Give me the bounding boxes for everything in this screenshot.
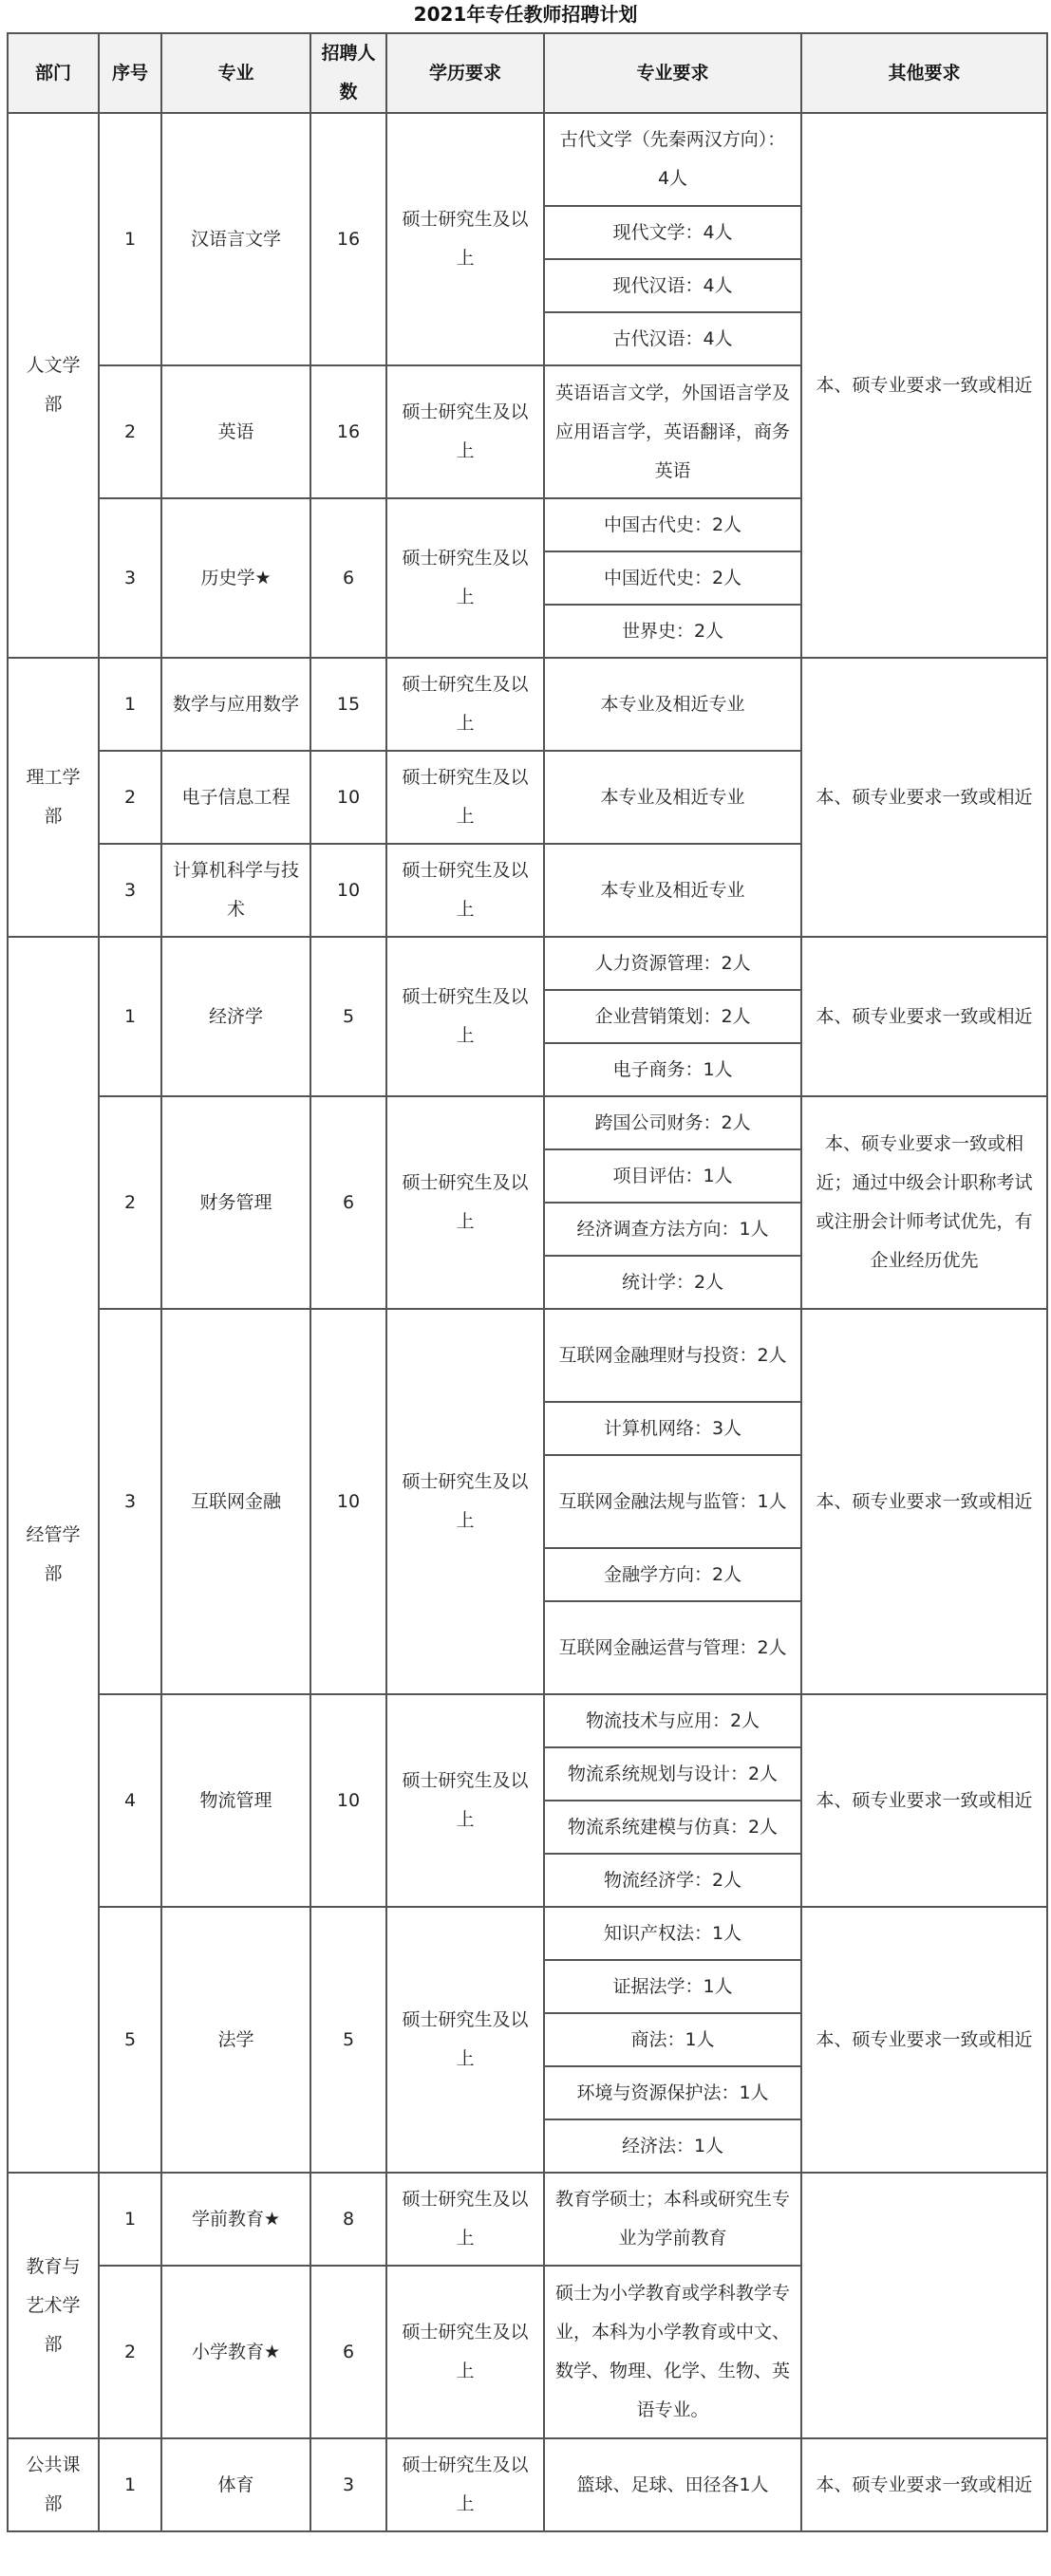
header-major-requirement: 专业要求 xyxy=(544,33,801,113)
major-requirement: 本专业及相近专业 xyxy=(544,844,801,937)
major-requirement: 经济调查方法方向：1人 xyxy=(544,1203,801,1256)
education-requirement: 硕士研究生及以上 xyxy=(386,2173,544,2266)
department-cell: 经管学部 xyxy=(8,937,99,2173)
major-name: 电子信息工程 xyxy=(161,751,310,844)
department-cell: 公共课部 xyxy=(8,2438,99,2531)
other-requirement: 本、硕专业要求一致或相近 xyxy=(801,113,1047,658)
major-name: 汉语言文学 xyxy=(161,113,310,365)
hire-count: 10 xyxy=(310,844,386,937)
other-requirement: 本、硕专业要求一致或相近 xyxy=(801,1309,1047,1694)
major-requirement: 物流系统规划与设计：2人 xyxy=(544,1747,801,1801)
education-requirement: 硕士研究生及以上 xyxy=(386,1694,544,1907)
serial-number: 2 xyxy=(99,2266,161,2438)
other-requirement: 本、硕专业要求一致或相近 xyxy=(801,2438,1047,2531)
major-requirement: 硕士为小学教育或学科教学专业，本科为小学教育或中文、数学、物理、化学、生物、英语专业。 xyxy=(544,2266,801,2438)
major-requirement: 环境与资源保护法：1人 xyxy=(544,2066,801,2119)
serial-number: 2 xyxy=(99,365,161,498)
education-requirement: 硕士研究生及以上 xyxy=(386,498,544,658)
major-requirement: 古代文学（先秦两汉方向）：4人 xyxy=(544,113,801,206)
major-requirement: 本专业及相近专业 xyxy=(544,658,801,751)
table-row xyxy=(8,1309,1047,1402)
major-requirement: 证据法学：1人 xyxy=(544,1960,801,2013)
major-requirement: 经济法：1人 xyxy=(544,2119,801,2173)
table-row xyxy=(8,1096,1047,1149)
major-requirement: 中国近代史：2人 xyxy=(544,551,801,605)
major-name: 经济学 xyxy=(161,937,310,1096)
education-requirement: 硕士研究生及以上 xyxy=(386,1309,544,1694)
serial-number: 4 xyxy=(99,1694,161,1907)
major-requirement: 金融学方向：2人 xyxy=(544,1548,801,1601)
hire-count: 6 xyxy=(310,2266,386,2438)
serial-number: 1 xyxy=(99,2173,161,2266)
serial-number: 2 xyxy=(99,751,161,844)
major-requirement: 物流系统建模与仿真：2人 xyxy=(544,1801,801,1854)
header-department: 部门 xyxy=(8,33,99,113)
major-requirement: 中国古代史：2人 xyxy=(544,498,801,551)
table-row xyxy=(8,2438,1047,2531)
major-requirement: 项目评估：1人 xyxy=(544,1149,801,1203)
major-requirement: 人力资源管理：2人 xyxy=(544,937,801,990)
major-name: 物流管理 xyxy=(161,1694,310,1907)
major-requirement: 篮球、足球、田径各1人 xyxy=(544,2438,801,2531)
department-cell: 理工学部 xyxy=(8,658,99,937)
major-name: 小学教育★ xyxy=(161,2266,310,2438)
header-education: 学历要求 xyxy=(386,33,544,113)
hire-count: 10 xyxy=(310,1694,386,1907)
education-requirement: 硕士研究生及以上 xyxy=(386,844,544,937)
hire-count: 3 xyxy=(310,2438,386,2531)
major-requirement: 物流经济学：2人 xyxy=(544,1854,801,1907)
header-no: 序号 xyxy=(99,33,161,113)
major-requirement: 知识产权法：1人 xyxy=(544,1907,801,1960)
serial-number: 1 xyxy=(99,113,161,365)
education-requirement: 硕士研究生及以上 xyxy=(386,1096,544,1309)
hire-count: 6 xyxy=(310,498,386,658)
major-requirement: 统计学：2人 xyxy=(544,1256,801,1309)
serial-number: 3 xyxy=(99,844,161,937)
table-row xyxy=(8,1694,1047,1747)
major-requirement: 电子商务：1人 xyxy=(544,1043,801,1096)
education-requirement: 硕士研究生及以上 xyxy=(386,2438,544,2531)
header-count: 招聘人数 xyxy=(310,33,386,113)
serial-number: 3 xyxy=(99,1309,161,1694)
department-cell: 教育与艺术学部 xyxy=(8,2173,99,2438)
department-cell: 人文学部 xyxy=(8,113,99,658)
other-requirement: 本、硕专业要求一致或相近 xyxy=(801,1907,1047,2173)
hire-count: 10 xyxy=(310,1309,386,1694)
serial-number: 2 xyxy=(99,1096,161,1309)
other-requirement: 本、硕专业要求一致或相近 xyxy=(801,1694,1047,1907)
major-requirement: 互联网金融运营与管理：2人 xyxy=(544,1601,801,1694)
other-requirement: 本、硕专业要求一致或相近 xyxy=(801,937,1047,1096)
header-other-requirement: 其他要求 xyxy=(801,33,1047,113)
table-row xyxy=(8,658,1047,751)
serial-number: 1 xyxy=(99,2438,161,2531)
table-row xyxy=(8,2173,1047,2266)
education-requirement: 硕士研究生及以上 xyxy=(386,937,544,1096)
serial-number: 3 xyxy=(99,498,161,658)
hire-count: 16 xyxy=(310,365,386,498)
hire-count: 10 xyxy=(310,751,386,844)
major-requirement: 互联网金融理财与投资：2人 xyxy=(544,1309,801,1402)
major-requirement: 商法：1人 xyxy=(544,2013,801,2066)
major-requirement: 现代汉语：4人 xyxy=(544,259,801,312)
other-requirement: 本、硕专业要求一致或相近；通过中级会计职称考试或注册会计师考试优先，有企业经历优先 xyxy=(801,1096,1047,1309)
hire-count: 15 xyxy=(310,658,386,751)
major-name: 计算机科学与技术 xyxy=(161,844,310,937)
major-requirement: 英语语言文学，外国语言学及应用语言学，英语翻译，商务英语 xyxy=(544,365,801,498)
major-requirement: 现代文学：4人 xyxy=(544,206,801,259)
major-name: 数学与应用数学 xyxy=(161,658,310,751)
hire-count: 5 xyxy=(310,1907,386,2173)
serial-number: 5 xyxy=(99,1907,161,2173)
major-name: 互联网金融 xyxy=(161,1309,310,1694)
major-name: 历史学★ xyxy=(161,498,310,658)
hire-count: 8 xyxy=(310,2173,386,2266)
major-name: 体育 xyxy=(161,2438,310,2531)
serial-number: 1 xyxy=(99,937,161,1096)
page-title: 2021年专任教师招聘计划 xyxy=(413,3,638,26)
hire-count: 16 xyxy=(310,113,386,365)
education-requirement: 硕士研究生及以上 xyxy=(386,113,544,365)
major-requirement: 物流技术与应用：2人 xyxy=(544,1694,801,1747)
education-requirement: 硕士研究生及以上 xyxy=(386,1907,544,2173)
table-row xyxy=(8,113,1047,206)
other-requirement xyxy=(801,2173,1047,2438)
major-requirement: 世界史：2人 xyxy=(544,605,801,658)
hire-count: 5 xyxy=(310,937,386,1096)
major-requirement: 企业营销策划：2人 xyxy=(544,990,801,1043)
major-name: 英语 xyxy=(161,365,310,498)
header-row xyxy=(8,33,1047,113)
education-requirement: 硕士研究生及以上 xyxy=(386,751,544,844)
major-requirement: 跨国公司财务：2人 xyxy=(544,1096,801,1149)
table-row xyxy=(8,1907,1047,1960)
other-requirement: 本、硕专业要求一致或相近 xyxy=(801,658,1047,937)
major-name: 学前教育★ xyxy=(161,2173,310,2266)
education-requirement: 硕士研究生及以上 xyxy=(386,658,544,751)
major-requirement: 计算机网络：3人 xyxy=(544,1402,801,1455)
education-requirement: 硕士研究生及以上 xyxy=(386,365,544,498)
major-requirement: 互联网金融法规与监管：1人 xyxy=(544,1455,801,1548)
education-requirement: 硕士研究生及以上 xyxy=(386,2266,544,2438)
hire-count: 6 xyxy=(310,1096,386,1309)
serial-number: 1 xyxy=(99,658,161,751)
major-requirement: 教育学硕士；本科或研究生专业为学前教育 xyxy=(544,2173,801,2266)
table-row xyxy=(8,937,1047,990)
major-requirement: 古代汉语：4人 xyxy=(544,312,801,365)
major-requirement: 本专业及相近专业 xyxy=(544,751,801,844)
header-major: 专业 xyxy=(161,33,310,113)
major-name: 法学 xyxy=(161,1907,310,2173)
recruitment-table xyxy=(7,32,1048,2532)
major-name: 财务管理 xyxy=(161,1096,310,1309)
